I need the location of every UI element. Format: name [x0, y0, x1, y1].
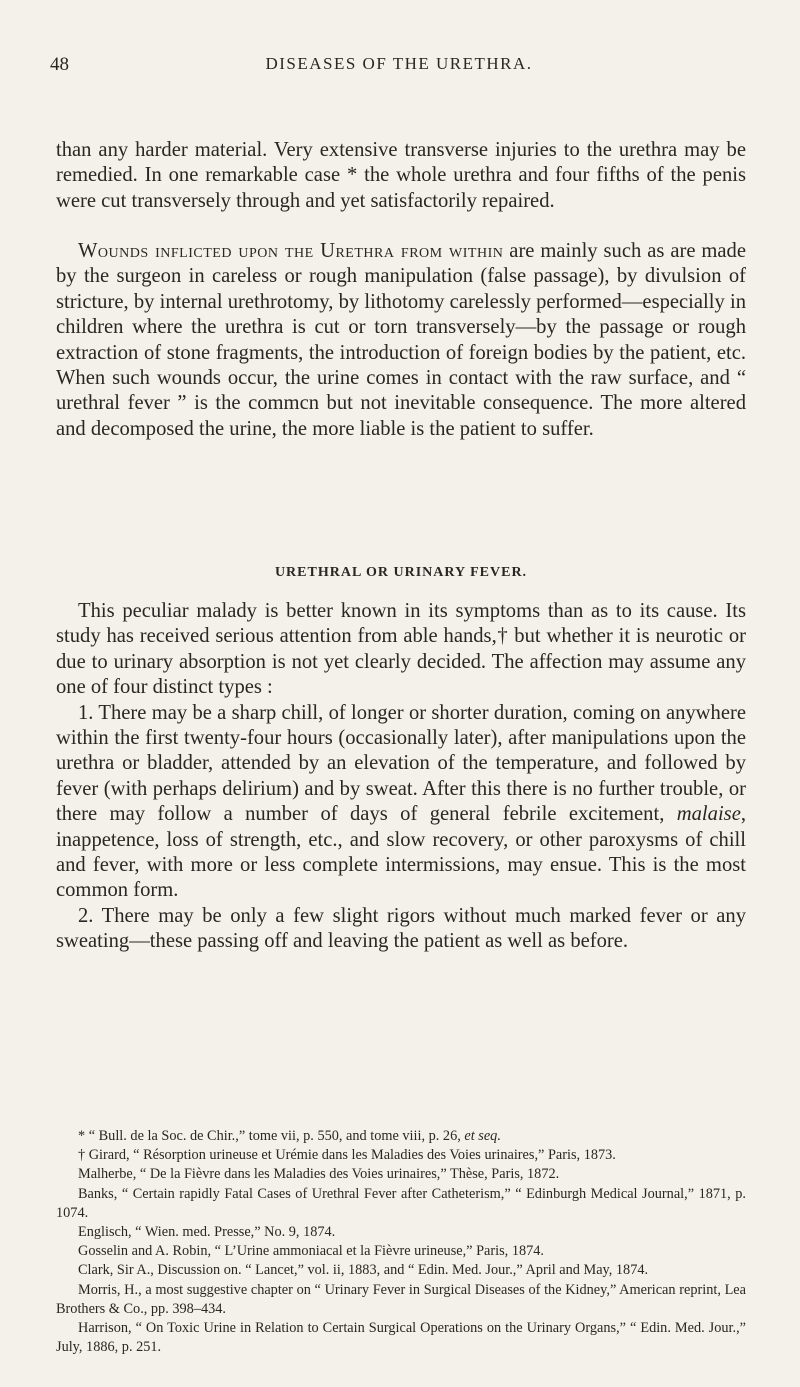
footnote: Harrison, “ On Toxic Urine in Relation to Certain Surgical Operations on the Urinary Organs,” “ Edin. Med. Jour.,” July, 1886, p. 251. [56, 1320, 746, 1356]
fever-intro: This peculiar malady is better known in its symptoms than as to its cause. Its study has received serious attention from able hands,† but whether it is neurotic or due to urinary absorption is not yet clearly decided. The affection may assume any one of four distinct types : [56, 600, 746, 699]
fever-type-2: 2. There may be only a few slight rigors without much marked fever or any sweating—these passing off and leaving the patient as well as before. [56, 904, 746, 953]
running-head: DISEASES OF THE URETHRA. [265, 54, 533, 73]
footnote: Clark, Sir A., Discussion on. “ Lancet,” vol. ii, 1883, and “ Edin. Med. Jour.,” April and May, 1874. [78, 1262, 649, 1279]
footnotes [56, 1127, 746, 1357]
fever-type-1 [56, 701, 746, 904]
paragraph-text: than any harder material. Very extensive transverse injuries to the urethra may be remedied. In one remarkable case * the whole urethra and four fifths of the penis were cut transversely through and yet satisfactorily repaired. [56, 139, 746, 212]
wounds-paragraph [56, 239, 746, 442]
type-1-text-b: , inappetence, loss of strength, etc., and slow recovery, or other paroxysms of chill and fever, with more or less complete intermissions, may ensue. This is the most common form. [56, 803, 746, 902]
footnote: † Girard, “ Résorption urineuse et Urémie dans les Maladies des Voies urinaires,” Paris, 1873. [78, 1147, 616, 1164]
footnote [56, 1127, 746, 1146]
paragraph-text [56, 239, 746, 442]
footnote: Gosselin and A. Robin, “ L’Urine ammoniacal et la Fièvre urineuse,” Paris, 1874. [78, 1243, 545, 1260]
footnote: Malherbe, “ De la Fièvre dans les Maladies des Voies urinaires,” Thèse, Paris, 1872. [78, 1166, 560, 1183]
footnote-text: * “ Bull. de la Soc. de Chir.,” tome vii, p. 550, and tome viii, p. 26, [78, 1128, 465, 1144]
page-header [50, 54, 748, 82]
paragraph-lead: Wounds inflicted upon the Urethra from within [78, 240, 504, 262]
footnote: Englisch, “ Wien. med. Presse,” No. 9, 1874. [78, 1224, 336, 1241]
paragraph-body: are mainly such as are made by the surgeon in careless or rough manipulation (false passage), by divulsion of stricture, by internal urethrotomy, by lithotomy carelessly performed—especially in children where the urethra is cut or torn transversely—by the passage or rough extraction of stone fragments, the introduction of foreign bodies by the patient, etc. When such wounds occur, the urine comes in contact with the raw surface, and “ urethral fever ” is the commcn but not inevitable consequence. The more altered and decomposed the urine, the more liable is the patient to suffer. [56, 240, 746, 440]
footnote: Banks, “ Certain rapidly Fatal Cases of Urethral Fever after Catheterism,” “ Edinburgh Medical Journal,” 1871, p. 1074. [56, 1185, 746, 1221]
section-heading: URETHRAL OR URINARY FEVER. [274, 565, 528, 580]
footnote: Morris, H., a most suggestive chapter on “ Urinary Fever in Surgical Diseases of the Kidney,” American reprint, Lea Brothers & Co., pp. 398–434. [56, 1281, 746, 1317]
type-1-italic-term: malaise [676, 803, 741, 826]
type-1-text-a: 1. There may be a sharp chill, of longer or shorter duration, coming on anywhere within the first twenty-four hours (occasionally later), after manipulations upon the urethra or bladder, attended by an elevation of the temperature, and followed by fever (with perhaps delirium) and by sweat. After this there is no further trouble, or there may follow a number of days of general febrile excitement, [56, 701, 746, 826]
footnote-italic: et seq. [464, 1128, 501, 1144]
page-number: 48 [50, 54, 69, 75]
fever-section [56, 599, 746, 955]
continuation-paragraph [56, 138, 746, 214]
